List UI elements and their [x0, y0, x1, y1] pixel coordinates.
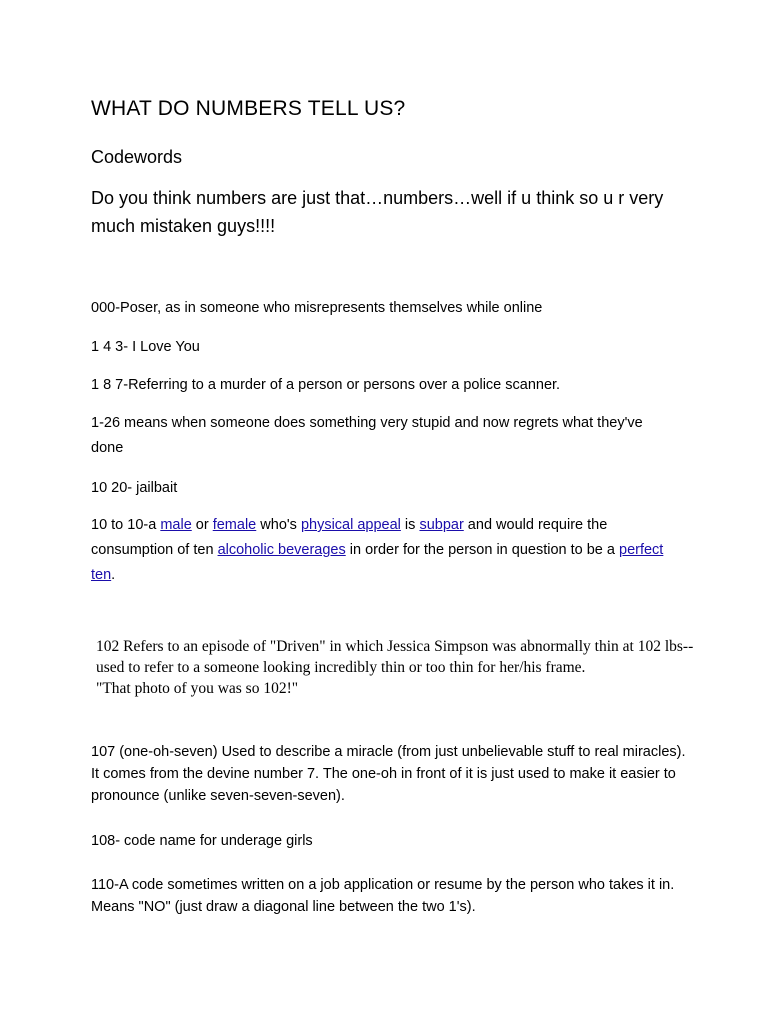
link-physical-appeal[interactable]: physical appeal: [300, 517, 401, 533]
entry-10to10-mid: and would require the consumption of ten: [91, 517, 608, 558]
page-title: WHAT DO NUMBERS TELL US?: [91, 97, 406, 120]
entry-187: 1 8 7-Referring to a murder of a person or persons over a police scanner.: [91, 377, 561, 393]
entry-000: 000-Poser, as in someone who misrepresents themselves while online: [91, 300, 543, 316]
intro-paragraph: Do you think numbers are just that…numbers…well if u think so u r very much mistaken guys!!!!: [91, 188, 664, 236]
entry-10to10-prefix: 10 to 10-a: [91, 517, 161, 533]
link-alcoholic-beverages[interactable]: alcoholic beverages: [217, 542, 346, 558]
entry-10to10: [91, 513, 676, 588]
link-female[interactable]: female: [212, 517, 257, 533]
entry-1020: 10 20- jailbait: [91, 480, 178, 496]
entry-10to10-end: in order for the person in question to be a: [345, 542, 619, 558]
entry-10to10-whos: who's: [256, 517, 301, 533]
entry-102-text: 102 Refers to an episode of "Driven" in which Jessica Simpson was abnormally thin at 102 lbs--used to refer to a someone looking incredibly thin or too thin for her/his frame.: [96, 638, 694, 676]
link-male[interactable]: male: [160, 517, 192, 533]
entry-108: 108- code name for underage girls: [91, 833, 313, 849]
entry-10to10-is: is: [400, 517, 420, 533]
entry-102-quote: "That photo of you was so 102!": [96, 680, 299, 697]
entry-107: 107 (one-oh-seven) Used to describe a miracle (from just unbelievable stuff to real miracles). It comes from the devine number 7. The one-oh in front of it is just used to make it easier to pronounce (unlike seven-seven-seven).: [91, 744, 686, 804]
section-subtitle: Codewords: [91, 147, 183, 167]
entry-143: 1 4 3- I Love You: [91, 339, 200, 355]
link-perfect-ten[interactable]: perfect ten: [91, 542, 664, 583]
entry-110: 110-A code sometimes written on a job application or resume by the person who takes it in. Means "NO" (just draw a diagonal line between the two 1's).: [91, 877, 675, 915]
entry-126: 1-26 means when someone does something very stupid and now regrets what they've done: [91, 415, 643, 456]
entry-10to10-period: .: [111, 567, 116, 583]
entry-10to10-or: or: [191, 517, 213, 533]
link-subpar[interactable]: subpar: [419, 517, 464, 533]
entry-102: [96, 636, 696, 699]
